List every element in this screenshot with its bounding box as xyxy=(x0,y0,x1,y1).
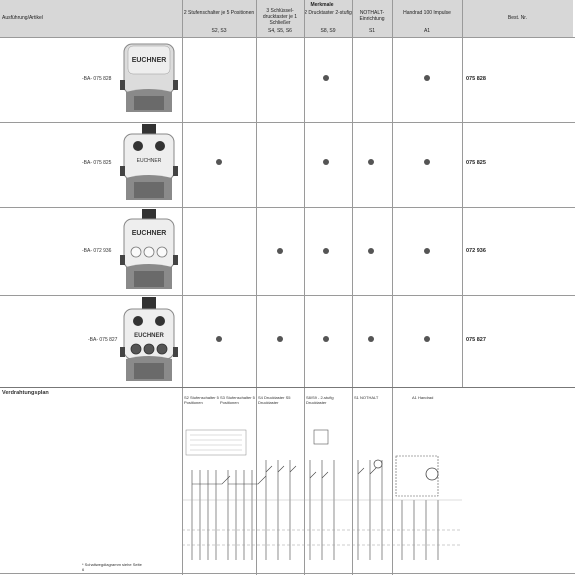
device-logo: EUCHNER xyxy=(131,57,167,64)
grid-hline xyxy=(0,387,575,388)
col-codes-4: S1 xyxy=(368,28,376,34)
col-title-1: 2 Stufenschalter je 5 Positionen xyxy=(183,10,255,16)
row-name: -BA- 075 827 xyxy=(88,337,118,343)
col-title-5: Handrad 100 Impulse xyxy=(403,10,451,16)
device-logo: EUCHNER xyxy=(136,158,162,164)
grid-hline xyxy=(0,122,575,123)
feature-dot xyxy=(323,336,329,342)
order-number: 072 936 xyxy=(466,248,486,254)
order-number: 075 828 xyxy=(466,76,486,82)
col-title-4: NOTHALT- Einrichtung xyxy=(359,10,385,22)
feature-dot xyxy=(424,159,430,165)
feature-dot xyxy=(368,336,374,342)
feature-dot xyxy=(323,159,329,165)
device-image xyxy=(120,124,178,204)
feature-dot xyxy=(424,75,430,81)
device-logo: EUCHNER xyxy=(131,230,167,237)
wiring-title: Verdrahtungsplan xyxy=(2,390,49,396)
wiring-col-text: S2 Stufenschalter 5 Positionen xyxy=(184,395,219,405)
wiring-diagram xyxy=(182,400,462,572)
grid-vline xyxy=(462,0,463,387)
device-image xyxy=(120,297,178,385)
row-name: -BA- 075 825 xyxy=(82,160,112,166)
grid-hline xyxy=(0,207,575,208)
grid-hline xyxy=(0,37,575,38)
wiring-col-text: A1 Handrad xyxy=(412,395,434,400)
order-number: 075 825 xyxy=(466,160,486,166)
wiring-col-text: S8/S9 - 2-stufig Drucktaster xyxy=(306,395,334,405)
feature-dot xyxy=(368,159,374,165)
row-name: -BA- 075 828 xyxy=(82,76,112,82)
wiring-col-text: S3 Stufenschalter 5 Positionen xyxy=(220,395,255,405)
col-title-3: 2 Drucktaster 2-stufig xyxy=(304,10,352,16)
header-right-label: Best. Nr. xyxy=(507,15,528,21)
order-number: 075 827 xyxy=(466,337,486,343)
grid-hline xyxy=(0,295,575,296)
col-codes-3: S8, S9 xyxy=(320,28,336,34)
feature-dot xyxy=(368,248,374,254)
feature-dot xyxy=(323,75,329,81)
feature-dot xyxy=(216,336,222,342)
feature-dot xyxy=(424,248,430,254)
device-logo: EUCHNER xyxy=(134,333,164,339)
header-group-label: Merkmale xyxy=(310,2,334,8)
feature-dot xyxy=(216,159,222,165)
col-codes-2: S4, S5, S6 xyxy=(268,28,292,34)
feature-dot xyxy=(323,248,329,254)
header-left-label: Ausführung/Artikel xyxy=(2,15,43,21)
device-image xyxy=(120,40,178,116)
device-image xyxy=(120,209,178,293)
feature-dot xyxy=(424,336,430,342)
row-name: -BA- 072 936 xyxy=(82,248,112,254)
feature-dot xyxy=(277,336,283,342)
col-codes-5: A1 xyxy=(423,28,431,34)
footnote: * Schaltwegdiagramm siehe Seite 6 xyxy=(82,562,142,572)
col-codes-1: S2, S3 xyxy=(211,28,227,34)
feature-dot xyxy=(277,248,283,254)
wiring-col-text: S1 NOTHALT xyxy=(354,395,379,400)
col-title-2: 3 Schlüssel- drucktaster je 1 Schließer xyxy=(262,8,298,26)
wiring-col-text: S4 Drucktaster S5 Drucktaster xyxy=(258,395,291,405)
grid-hline xyxy=(0,573,575,574)
